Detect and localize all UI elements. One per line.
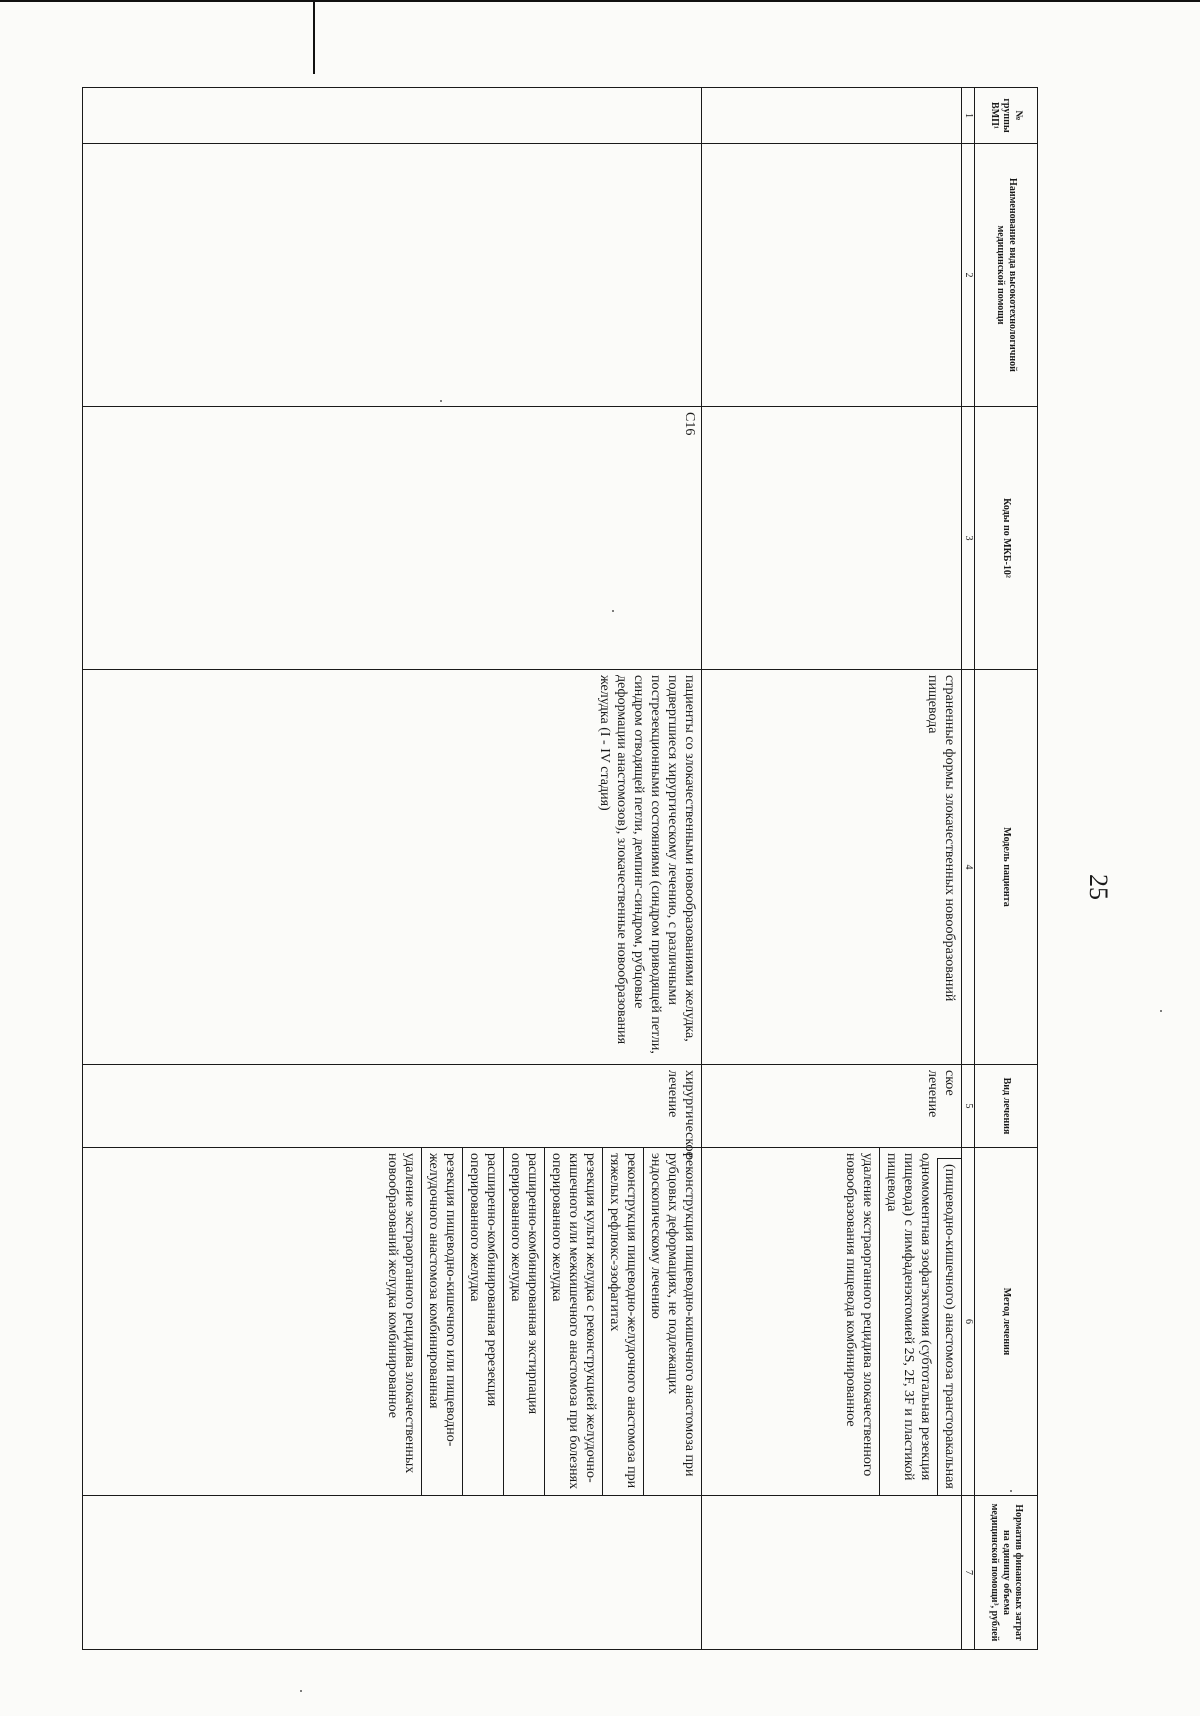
header-vmp-name: Наименование вида высокотехнологичной медицинской помощи [975,144,1038,407]
header-treatment-method: Метод лечения [975,1148,1038,1496]
treatment-methods-cell [83,1148,702,1496]
column-number: 2 [962,144,975,407]
treatment-type-cell: хирургическое лечение [83,1065,702,1148]
method-item: резекция пищеводно-кишечного или пищеводно-желудочного анастомоза комбинированная [421,1148,462,1495]
patient-model-cell: пациенты со злокачественными новообразованиями желудка, подвергшиеся хирургическому лечению, с различными пострезекционными состояниями (синдром приводящей петли, синдром отводящей петли, демпинг-синдром, рубцовые деформации анастомозов), злокачественные новообразования желудка (I - IV стадия) [83,670,702,1065]
column-number: 3 [962,407,975,670]
table-row [83,88,702,1650]
method-item: одномоментная эзофагэктомия (субтотальная резекция пищевода) с лимфаденэктомией 2S, 2F, 3F и пластикой пищевода [879,1148,937,1495]
column-number: 1 [962,88,975,144]
cost-cell [83,1496,702,1650]
method-list [83,1148,701,1495]
method-item: резекция культи желудка с реконструкцией желудочно-кишечного или межкишечного анастомоза при болезнях оперированного желудка [544,1148,602,1495]
method-item: (пищеводно-кишечного) анастомоза трансторакальная [937,1158,961,1495]
method-item: расширенно-комбинированная экстирпация оперированного желудка [503,1148,544,1495]
header-group-no: № группы ВМП¹ [975,88,1038,144]
icd-codes-cell: C16 [83,407,702,670]
vmp-name-cell [702,144,962,407]
method-item: удаление экстраорганного рецидива злокачественных новообразований желудка комбинированное [385,1153,417,1474]
page-number: 25 [1084,874,1113,900]
rotated-table-frame [82,87,1038,1649]
scan-speck [1160,1010,1162,1012]
method-list [702,1148,961,1495]
header-cost-standard: Норматив финансовых затрат на единицу объема медицинской помощи³, рублей [975,1496,1038,1650]
method-item: реконструкция пищеводно-кишечного анастомоза при рубцовых деформациях, не подлежащих эндоскопическому лечению [643,1148,701,1495]
treatment-type-cell: ское лечение [702,1065,962,1148]
patient-model-cell: страненные формы злокачественных новообразований пищевода [702,670,962,1065]
scan-speck [300,1690,302,1692]
header-row [975,88,1038,1650]
icd-codes-cell [702,407,962,670]
table-row [702,88,962,1650]
vmp-name-cell [83,144,702,407]
column-number: 6 [962,1148,975,1496]
header-treatment-type: Вид лечения [975,1065,1038,1148]
header-icd-codes: Коды по МКБ-10² [975,407,1038,670]
method-item: реконструкция пищеводно-желудочного анастомоза при тяжелых рефлюкс-эзофагитах [602,1148,643,1495]
header-patient-model: Модель пациента [975,670,1038,1065]
column-number: 4 [962,670,975,1065]
vmp-table [82,87,1038,1650]
treatment-methods-cell [702,1148,962,1496]
table-wrap [82,87,1038,1649]
column-number: 7 [962,1496,975,1650]
scan-edge-line [0,0,1200,2]
column-number-row [962,88,975,1650]
method-item: удаление экстраорганного рецидива злокачественного новообразования пищевода комбинированное [843,1153,875,1477]
group-cell [702,88,962,144]
group-cell [83,88,702,144]
method-item: расширенно-комбинированная ререзекция оперированного желудка [462,1148,503,1495]
cost-cell [702,1496,962,1650]
scan-binder-line [313,0,315,74]
column-number: 5 [962,1065,975,1148]
